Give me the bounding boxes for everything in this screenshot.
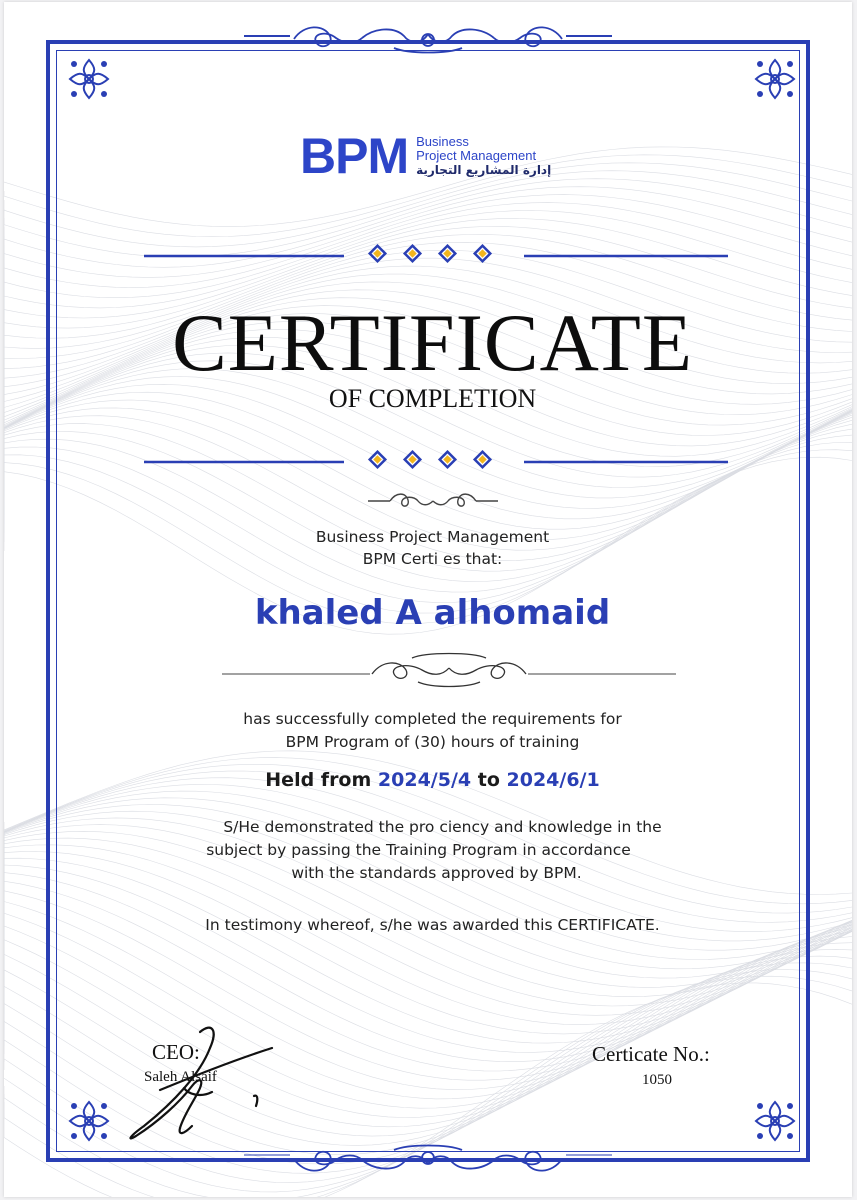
diamond-divider-bottom — [144, 450, 728, 474]
diamond-ornament-icon — [370, 452, 491, 468]
certificate-subtitle: OF COMPLETION — [328, 384, 537, 413]
date-from: 2024/5/4 — [377, 769, 472, 791]
logo-mark: BPM — [300, 128, 409, 184]
corner-ornament-icon — [66, 1098, 112, 1144]
completion-line-1: has successfully completed the requirements for — [243, 710, 622, 728]
proficiency-line-1: S/He demonstrated the pro ciency and knowledge in the — [223, 818, 662, 836]
name-underline-flourish — [222, 650, 676, 690]
recipient-name: khaled A alhomaid — [254, 593, 611, 633]
proficiency-line-3: with the standards approved by BPM. — [291, 864, 582, 882]
diamond-divider-top — [144, 244, 728, 268]
corner-ornament-icon — [752, 1098, 798, 1144]
certificate-number-label: Certicate No.: — [592, 1042, 710, 1066]
logo-line-2: Project Management — [416, 147, 537, 163]
corner-ornament-icon — [66, 56, 112, 102]
held-dates — [4, 766, 852, 794]
certificate-number: 1050 — [642, 1072, 672, 1088]
scroll-flourish-icon — [366, 490, 500, 512]
bpm-logo — [300, 128, 551, 184]
signature-icon — [114, 1018, 294, 1148]
logo-line-1: Business — [416, 133, 469, 149]
testimony-line: In testimony whereof, s/he was awarded this CERTIFICATE. — [205, 916, 660, 934]
certificate-title: CERTIFICATE — [172, 297, 693, 388]
diamond-ornament-icon — [370, 246, 491, 262]
corner-ornament-icon — [752, 56, 798, 102]
certificate-page — [4, 2, 852, 1197]
held-prefix: Held from — [265, 769, 372, 791]
completion-line-2: BPM Program of (30) hours of training — [285, 733, 580, 751]
ceo-label: CEO: — [152, 1040, 200, 1064]
certifies-line: BPM Certi es that: — [362, 550, 503, 568]
date-to: 2024/6/1 — [506, 769, 600, 791]
logo-line-arabic: إدارة المشاريع التجارية — [416, 162, 552, 177]
ceo-name: Saleh Alsaif — [144, 1069, 217, 1085]
held-to: to — [477, 769, 500, 791]
organization-name: Business Project Management — [315, 528, 550, 546]
proficiency-line-2: subject by passing the Training Program in accordance — [206, 841, 631, 859]
logo-text — [416, 135, 551, 178]
